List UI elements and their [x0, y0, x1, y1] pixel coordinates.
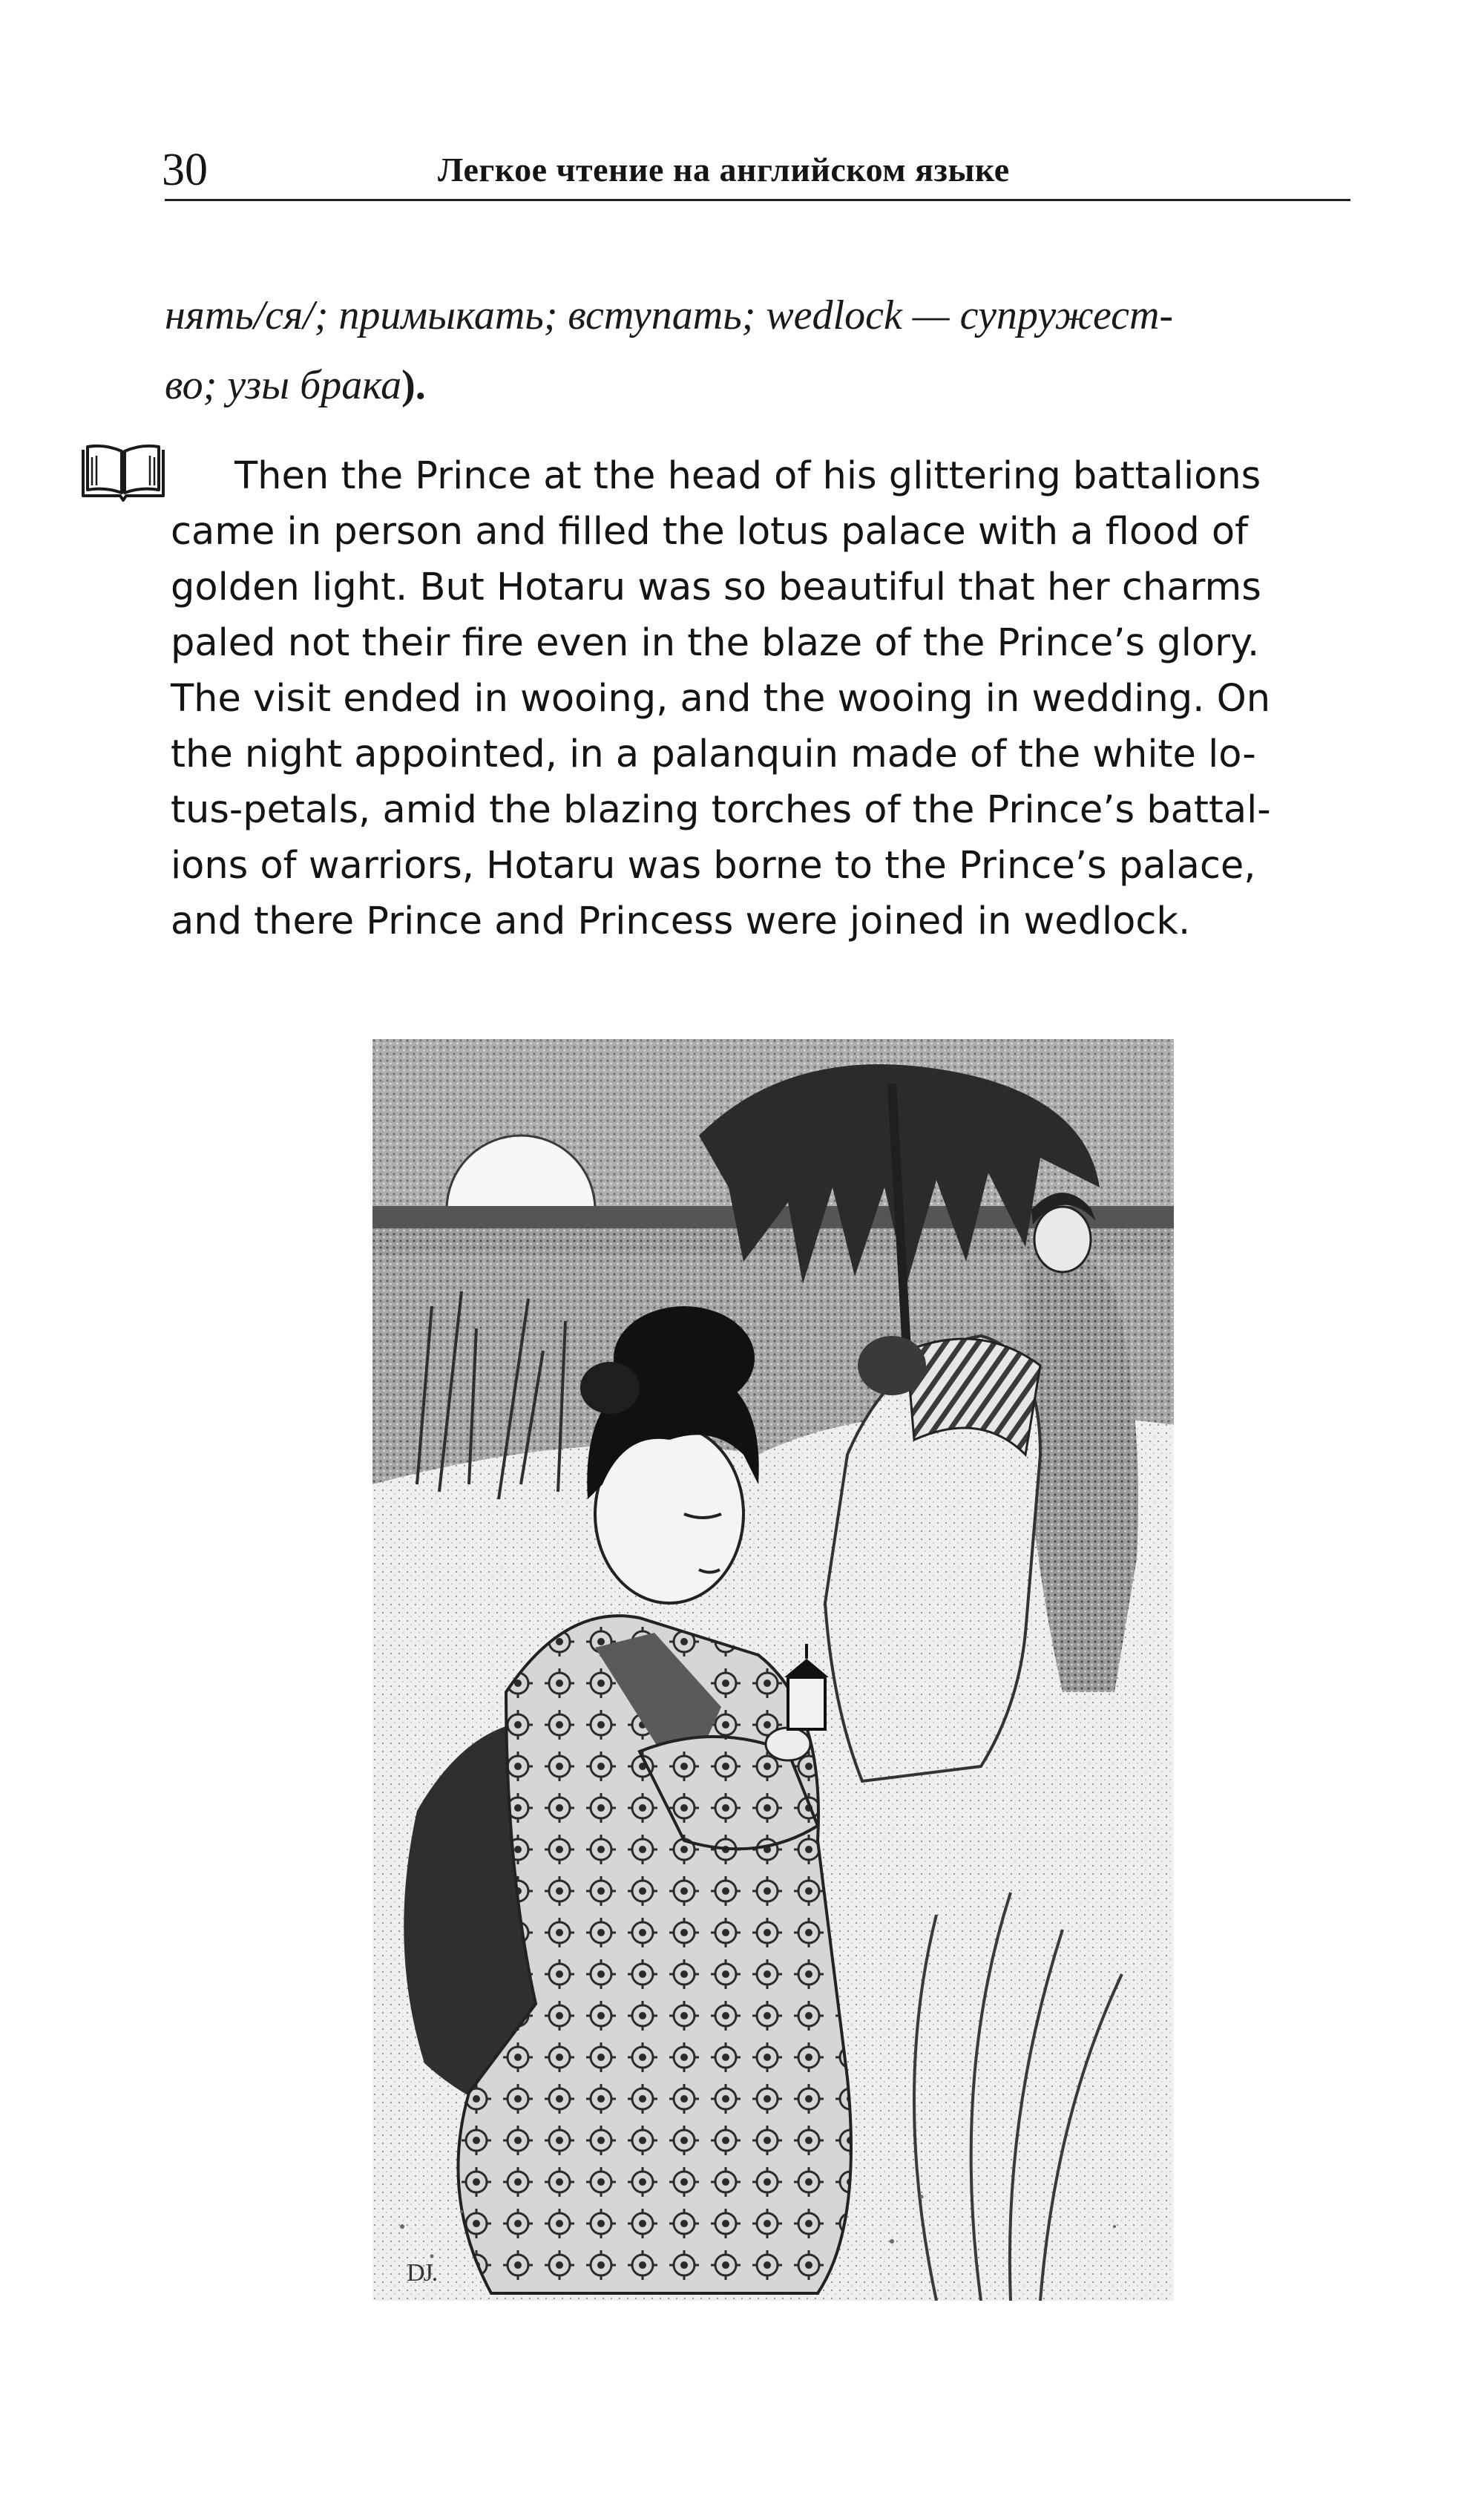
story-line: and there Prince and Princess were joined in wedlock. [171, 900, 1191, 943]
story-line: golden light. But Hotaru was so beautiful that her charms [171, 566, 1261, 609]
story-line: Then the Prince at the head of his glittering battalions [234, 454, 1261, 498]
illustrator-monogram: DJ. [407, 2259, 437, 2287]
story-line: ions of warriors, Hotaru was borne to the Prince’s palace, [171, 844, 1256, 888]
gloss-line-text: во; узы брака [165, 362, 402, 408]
story-line: came in person and filled the lotus palace with a flood of [171, 510, 1249, 554]
gloss-line [165, 350, 1367, 420]
vocabulary-gloss [165, 281, 1367, 420]
story-line: The visit ended in wooing, and the wooing in wedding. On [171, 677, 1271, 721]
story-paragraph [171, 448, 1373, 949]
story-line: the night appointed, in a palanquin made of the white lo- [171, 733, 1256, 776]
story-line: paled not their fire even in the blaze of the Prince’s glory. [171, 621, 1260, 665]
running-title: Легкое чтение на английском языке [438, 151, 1010, 189]
gloss-line-end: ). [401, 362, 426, 408]
page-number: 30 [162, 145, 208, 195]
story-line: tus-petals, amid the blazing torches of the Prince’s battal- [171, 788, 1271, 832]
header-rule [165, 199, 1350, 201]
open-book-icon [80, 444, 166, 502]
illustration-kneeling-princess [372, 1039, 1174, 2301]
gloss-line: нять/ся/; примыкать; вступать; wedlock — супружест- [165, 292, 1174, 338]
